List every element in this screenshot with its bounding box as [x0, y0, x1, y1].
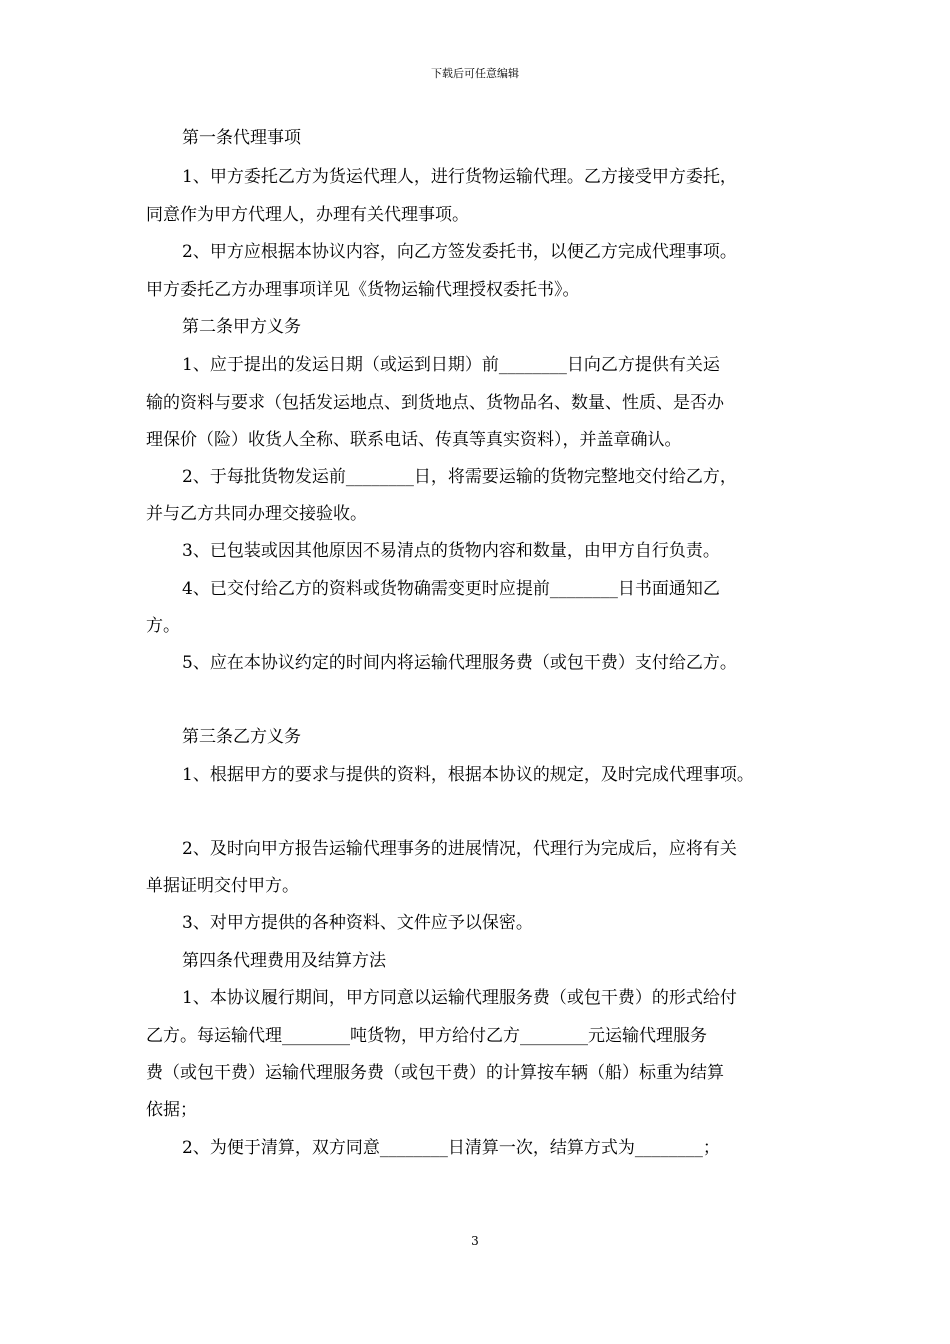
paragraph-line: 甲方委托乙方办理事项详见《货物运输代理授权委托书》。	[146, 280, 580, 300]
paragraph-line: 5、应在本协议约定的时间内将运输代理服务费（或包干费）支付给乙方。	[182, 653, 737, 673]
paragraph-line: 费（或包干费）运输代理服务费（或包干费）的计算按车辆（船）标重为结算	[146, 1063, 724, 1083]
page-header: 下载后可任意编辑	[431, 67, 519, 80]
paragraph-line: 并与乙方共同办理交接验收。	[146, 504, 367, 524]
page-number: 3	[471, 1234, 479, 1248]
paragraph-line: 输的资料与要求（包括发运地点、到货地点、货物品名、数量、性质、是否办	[146, 393, 724, 413]
article-2-heading: 第二条甲方义务	[182, 317, 301, 337]
paragraph-line: 2、及时向甲方报告运输代理事务的进展情况，代理行为完成后，应将有关	[182, 839, 737, 859]
paragraph-line: 1、根据甲方的要求与提供的资料，根据本协议的规定，及时完成代理事项。	[182, 765, 754, 785]
paragraph-line: 同意作为甲方代理人，办理有关代理事项。	[146, 205, 469, 225]
paragraph-line: 1、应于提出的发运日期（或运到日期）前________日向乙方提供有关运	[182, 355, 720, 375]
article-3-heading: 第三条乙方义务	[182, 727, 301, 747]
paragraph-line: 1、本协议履行期间，甲方同意以运输代理服务费（或包干费）的形式给付	[182, 988, 737, 1008]
article-1-heading: 第一条代理事项	[182, 128, 301, 148]
paragraph-line: 依据；	[146, 1100, 197, 1120]
paragraph-line: 2、于每批货物发运前________日，将需要运输的货物完整地交付给乙方，	[182, 467, 737, 487]
paragraph-line: 3、对甲方提供的各种资料、文件应予以保密。	[182, 913, 533, 933]
paragraph-line: 4、已交付给乙方的资料或货物确需变更时应提前________日书面通知乙	[182, 579, 720, 599]
paragraph-line: 2、为便于清算，双方同意________日清算一次，结算方式为________；	[182, 1138, 720, 1158]
paragraph-line: 3、已包装或因其他原因不易清点的货物内容和数量，由甲方自行负责。	[182, 541, 720, 561]
paragraph-line: 理保价（险）收货人全称、联系电话、传真等真实资料），并盖章确认。	[146, 430, 682, 450]
paragraph-line: 乙方。每运输代理________吨货物，甲方给付乙方________元运输代理服务	[146, 1026, 707, 1046]
paragraph-line: 1、甲方委托乙方为货运代理人，进行货物运输代理。乙方接受甲方委托，	[182, 167, 737, 187]
paragraph-line: 方。	[146, 616, 180, 636]
paragraph-line: 单据证明交付甲方。	[146, 876, 299, 896]
article-4-heading: 第四条代理费用及结算方法	[182, 951, 386, 971]
paragraph-line: 2、甲方应根据本协议内容，向乙方签发委托书，以便乙方完成代理事项。	[182, 242, 737, 262]
